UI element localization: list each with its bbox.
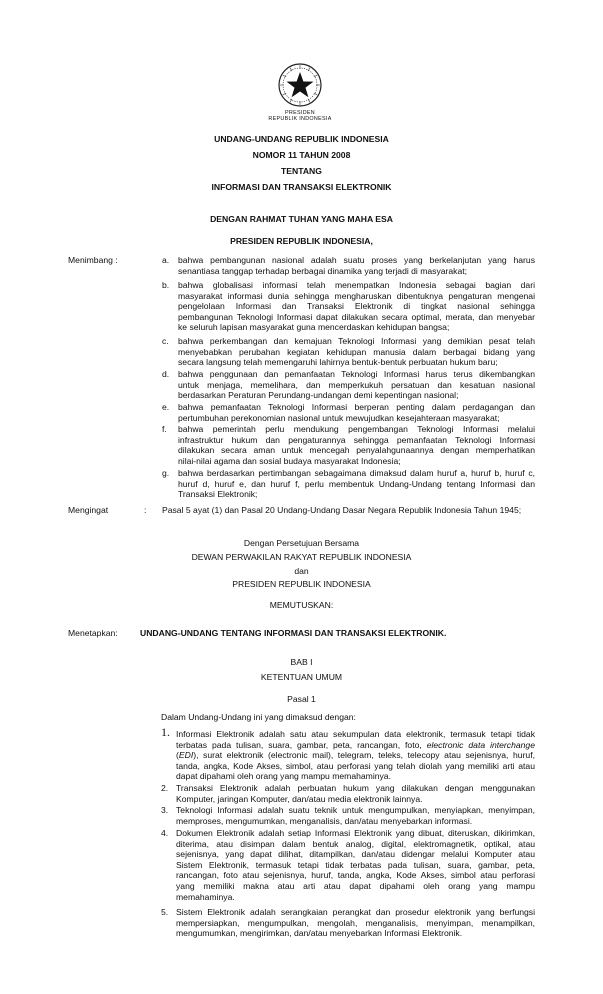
text-line: Informasi Elektronik adalah satu atau sekumpulan data elektronik, termasuk tetapi tidak bbox=[176, 729, 535, 739]
text-line: infrastruktur hukum dan pengaturannya sehingga pemanfaatan Teknologi Informasi bbox=[178, 434, 535, 445]
text-line: mengumumkan, mengirimkan, dan/atau menyebarkan Informasi Elektronik. bbox=[176, 928, 463, 939]
menimbang-letter-e: e. bbox=[162, 402, 170, 412]
title-line-6: PRESIDEN REPUBLIK INDONESIA, bbox=[230, 236, 373, 246]
text-line: yang memiliki makna atau arti atau dapat dipahami oleh orang yang mampu bbox=[176, 880, 535, 891]
text-line: Sistem Elektronik adalah serangkaian perangkat dan prosedur elektronik yang berfungsi bbox=[176, 907, 535, 917]
menimbang-letter-c: c. bbox=[162, 336, 169, 346]
definition-number-3: 3. bbox=[161, 805, 169, 815]
text-line: secara langsung telah memengaruhi lahirnya bentuk-bentuk perbuatan hukum baru; bbox=[178, 357, 498, 368]
text-line: untuk menjaga, memelihara, dan memperkukuh persatuan dan kesatuan nasional bbox=[178, 379, 535, 390]
text-line: nilai-nilai agama dan sosial budaya masyarakat Indonesia; bbox=[178, 455, 401, 466]
persetujuan-line-4: PRESIDEN REPUBLIK INDONESIA bbox=[232, 579, 371, 589]
title-line-3: TENTANG bbox=[281, 166, 322, 176]
text-line: tanda, angka, Kode Akses, simbol, atau perforasi yang telah diolah yang memiliki arti atau bbox=[176, 760, 535, 771]
menimbang-letter-g: g. bbox=[162, 468, 170, 478]
definition-number-4: 4. bbox=[161, 828, 169, 838]
definition-3 bbox=[176, 805, 535, 826]
text-line: masyarakat informasi dunia sehingga mengharuskan dibentuknya pengaturan mengenai bbox=[178, 290, 535, 301]
definition-number-1: 1. bbox=[161, 725, 170, 739]
caption-line-1: PRESIDEN bbox=[285, 110, 315, 116]
menimbang-item-d bbox=[178, 369, 535, 401]
text-line: bahwa berdasarkan pertimbangan sebagaimana dimaksud dalam huruf a, huruf b, huruf c, bbox=[178, 468, 535, 478]
mengingat-text: Pasal 5 ayat (1) dan Pasal 20 Undang-Undang Dasar Negara Republik Indonesia Tahun 1945; bbox=[162, 505, 522, 515]
definition-5 bbox=[176, 907, 535, 939]
menimbang-item-c bbox=[178, 336, 535, 368]
text-line: mempersiapkan, mengumpulkan, mengolah, menganalisis, menyimpan, menampilkan, bbox=[176, 917, 535, 928]
definition-2 bbox=[176, 783, 535, 804]
persetujuan-line-2: DEWAN PERWAKILAN RAKYAT REPUBLIK INDONESIA bbox=[191, 552, 412, 562]
text-line: bahwa pemerintah perlu mendukung pengembangan Teknologi Informasi melalui bbox=[178, 424, 535, 434]
text-line: ke seluruh lapisan masyarakat guna mencerdaskan kehidupan bangsa; bbox=[178, 322, 450, 333]
text-line: sejenisnya, yang dapat dilihat, ditampilkan, dan/atau didengar melalui Komputer atau bbox=[176, 849, 535, 860]
text-line: Sistem Elektronik, termasuk tetapi tidak terbatas pada tulisan, suara, gambar, peta, bbox=[176, 859, 535, 870]
menimbang-item-f bbox=[178, 424, 535, 466]
text-line: terbatas pada tulisan, suara, gambar, peta, rancangan, foto, electronic data interchange bbox=[176, 739, 535, 750]
definition-1 bbox=[176, 729, 535, 782]
bab-number: BAB I bbox=[290, 657, 313, 667]
text-line: memproses, mengumumkan, menganalisis, dan/atau menyebarkan informasi. bbox=[176, 815, 473, 826]
text-line: senantiasa tanggap terhadap berbagai dinamika yang terjadi di masyarakat; bbox=[178, 265, 468, 276]
text-line: bahwa pembangunan nasional adalah suatu proses yang berkelanjutan yang harus bbox=[178, 255, 535, 265]
menimbang-letter-a: a. bbox=[162, 255, 170, 265]
text-line: bahwa pemanfaatan Teknologi Informasi berperan penting dalam perdagangan dan bbox=[178, 402, 535, 412]
text-line: berdasarkan Peraturan Perundang-undangan demi kepentingan nasional; bbox=[178, 390, 459, 401]
title-line-2: NOMOR 11 TAHUN 2008 bbox=[252, 150, 351, 160]
text-line: pembangunan Teknologi Informasi dapat dilakukan secara optimal, merata, dan menyebar bbox=[178, 311, 535, 322]
text-line: huruf d, huruf e, dan huruf f, perlu membentuk Undang-Undang tentang Informasi dan bbox=[178, 478, 535, 489]
emblem-caption bbox=[250, 110, 350, 122]
text-line: bahwa perkembangan dan kemajuan Teknologi Informasi yang demikian pesat telah bbox=[178, 336, 535, 346]
garuda-star-emblem-icon bbox=[277, 62, 323, 108]
text-line: Transaksi Elektronik adalah perbuatan hukum yang dilakukan dengan menggunakan bbox=[176, 783, 535, 793]
text-line: Teknologi Informasi adalah suatu teknik untuk mengumpulkan, menyiapkan, menyimpan, bbox=[176, 805, 535, 815]
menimbang-letter-d: d. bbox=[162, 369, 170, 379]
title-line-1: UNDANG-UNDANG REPUBLIK INDONESIA bbox=[214, 134, 389, 144]
definition-4 bbox=[176, 828, 535, 902]
menetapkan-label: Menetapkan: bbox=[68, 628, 118, 638]
mengingat-colon: : bbox=[144, 505, 147, 515]
text-line: Transaksi Elektronik; bbox=[178, 489, 258, 500]
definition-number-5: 5. bbox=[161, 907, 169, 917]
persetujuan-line-3: dan bbox=[294, 566, 309, 576]
text-line: Dokumen Elektronik adalah setiap Informasi Elektronik yang dibuat, diteruskan, dikirimkan, bbox=[176, 828, 535, 838]
menimbang-item-g bbox=[178, 468, 535, 500]
text-line: bahwa globalisasi informasi telah menempatkan Indonesia sebagai bagian dari bbox=[178, 280, 535, 290]
text-line: bahwa penggunaan dan pemanfaatan Teknologi Informasi harus terus dikembangkan bbox=[178, 369, 535, 379]
menimbang-item-b bbox=[178, 280, 535, 333]
menimbang-label: Menimbang : bbox=[68, 255, 118, 265]
pasal-intro: Dalam Undang-Undang ini yang dimaksud dengan: bbox=[161, 712, 356, 722]
text-line: pengelolaan Informasi dan Transaksi Elektronik di tingkat nasional sehingga bbox=[178, 301, 535, 312]
text-line: dapat dipahami oleh orang yang mampu memahaminya. bbox=[176, 771, 391, 782]
persetujuan-line-1: Dengan Persetujuan Bersama bbox=[243, 538, 360, 548]
text-line: dilakukan secara aman untuk mencegah penyalahgunaannya dengan memperhatikan bbox=[178, 445, 535, 456]
text-line: rancangan, foto atau sejenisnya, huruf, tanda, angka, Kode Akses, simbol atau perforasi bbox=[176, 870, 535, 881]
menimbang-letter-f: f. bbox=[162, 424, 167, 434]
menimbang-item-e bbox=[178, 402, 535, 423]
menetapkan-text: UNDANG-UNDANG TENTANG INFORMASI DAN TRANSAKSI ELEKTRONIK. bbox=[140, 628, 447, 638]
menimbang-letter-b: b. bbox=[162, 280, 170, 290]
text-line: pertumbuhan perekonomian nasional untuk mewujudkan kesejahteraan masyarakat; bbox=[178, 412, 500, 423]
bab-title: KETENTUAN UMUM bbox=[260, 672, 343, 682]
title-line-4: INFORMASI DAN TRANSAKSI ELEKTRONIK bbox=[211, 182, 392, 192]
mengingat-label: Mengingat bbox=[68, 505, 109, 515]
title-line-5: DENGAN RAHMAT TUHAN YANG MAHA ESA bbox=[210, 214, 393, 224]
menimbang-item-a bbox=[178, 255, 535, 276]
pasal-heading: Pasal 1 bbox=[287, 694, 316, 704]
memutuskan-heading: MEMUTUSKAN: bbox=[269, 600, 334, 610]
text-line: Komputer, jaringan Komputer, dan/atau media elektronik lainnya. bbox=[176, 793, 423, 804]
caption-line-2: REPUBLIK INDONESIA bbox=[268, 116, 332, 123]
text-line: menyebabkan perubahan kegiatan kehidupan manusia dalam berbagai bidang yang bbox=[178, 346, 535, 357]
text-line: diterima, atau disimpan dalam bentuk analog, digital, elektromagnetik, optikal, atau bbox=[176, 838, 535, 849]
text-line: memahaminya. bbox=[176, 891, 235, 902]
text-line: (EDI), surat elektronik (electronic mail), telegram, teleks, telecopy atau sejenisnya, huruf, bbox=[176, 750, 535, 761]
definition-number-2: 2. bbox=[161, 783, 169, 793]
